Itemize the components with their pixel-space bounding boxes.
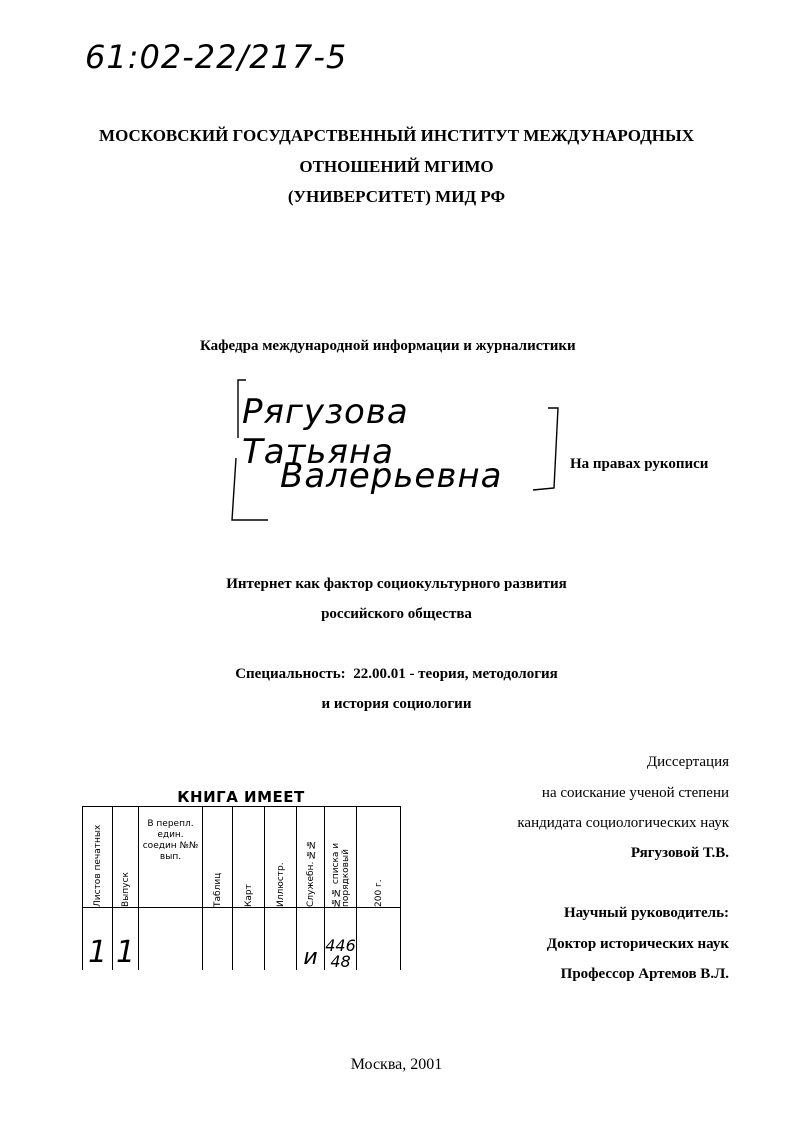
dissertation-line-3: кандидата социологических наук <box>517 815 729 831</box>
institute-line-1: МОСКОВСКИЙ ГОСУДАРСТВЕННЫЙ ИНСТИТУТ МЕЖДУНАРОДНЫХ <box>99 126 694 145</box>
dissertation-line-2: на соискание ученой степени <box>541 785 729 801</box>
stamp-value-row <box>83 908 401 971</box>
author-handwritten-block <box>228 378 563 523</box>
specialty-code: 22.00.01 - теория, методология <box>353 666 558 682</box>
stamp-header-cell: Служебн. №№ <box>305 838 316 907</box>
stamp-value-cell: 1 <box>87 935 108 970</box>
department: Кафедра международной информации и журналистики <box>200 338 576 354</box>
institute-line-2: ОТНОШЕНИЙ МГИМО <box>299 157 494 176</box>
stamp-header-cell: Листов печатных <box>92 824 103 907</box>
specialty-line-2: и история социологии <box>321 696 472 712</box>
author-name-line-1: Рягузова Татьяна <box>242 392 409 472</box>
title-line-2: российского общества <box>321 606 472 622</box>
supervisor-name: Профессор Артемов В.Л. <box>560 966 729 982</box>
stamp-header-cell: Выпуск <box>120 872 131 907</box>
footer-city-year: Москва, 2001 <box>350 1056 443 1073</box>
manuscript-note: На правах рукописи <box>570 456 709 472</box>
stamp-title: КНИГА ИМЕЕТ <box>177 788 305 806</box>
stamp-value-cell: 446 48 <box>325 936 356 971</box>
supervisor-label: Научный руководитель: <box>564 905 729 921</box>
author-name-line-2: Валерьевна <box>280 456 503 496</box>
stamp-header-cell: Таблиц <box>212 872 223 907</box>
stamp-header-cell: №№ списка и порядковый <box>330 842 351 907</box>
specialty-label: Специальность: <box>235 666 346 682</box>
stamp-header-cell: Карт <box>243 884 254 907</box>
institute-line-3: (УНИВЕРСИТЕТ) МИД РФ <box>287 187 506 206</box>
stamp-value-cell: 1 <box>115 935 136 970</box>
dissertation-line-1: Диссертация <box>646 754 729 770</box>
dissertation-author: Рягузовой Т.В. <box>630 845 729 861</box>
supervisor-degree: Доктор исторических наук <box>546 936 729 952</box>
stamp-table <box>82 806 401 970</box>
stamp-header-cell: В перепл. един. соедин №№ вып. <box>139 807 203 908</box>
archive-code: 61:02-22/217-5 <box>85 38 348 76</box>
stamp-value-cell: и <box>303 945 318 970</box>
stamp-header-cell: Иллюстр. <box>275 862 286 907</box>
specialty-line-1 <box>0 666 793 683</box>
library-stamp <box>82 788 400 970</box>
stamp-header-row <box>83 807 401 908</box>
stamp-header-cell: 200 г. <box>373 879 384 907</box>
title-line-1: Интернет как фактор социокультурного развития <box>226 576 567 592</box>
